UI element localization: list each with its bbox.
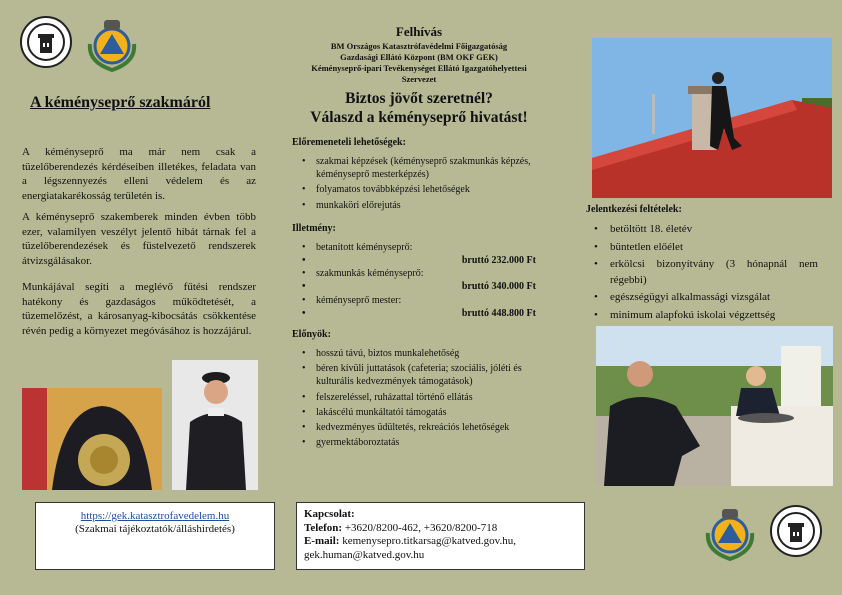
list-item: • szakmai képzések (kéményseprő szakmunkás képzés, kéményseprő mesterképzés) — [288, 155, 550, 181]
list-item: • lakáscélú munkáltatói támogatás — [288, 406, 550, 419]
salary-amount: • bruttó 448.800 Ft — [288, 307, 550, 320]
chimney-icon — [786, 520, 806, 542]
advancement-list — [288, 155, 550, 212]
list-item: • béren kívüli juttatások (cafeteria; szociális, jóléti és kulturális kedvezmények támogatások) — [288, 362, 550, 388]
list-item: • minimum alapfokú iskolai végzettség — [586, 308, 818, 324]
phone-label: Telefon: — [304, 521, 343, 534]
list-item: • betöltött 18. életév — [586, 222, 818, 238]
chimney-icon — [36, 31, 56, 53]
advancement-heading: Előremeneteli lehetőségek: — [292, 137, 406, 148]
website-link[interactable]: https://gek.katasztrofavedelem.hu — [80, 510, 230, 522]
org-line: Gazdasági Ellátó Központ (BM OKF GEK) — [340, 52, 498, 62]
salary-label: • betanított kéményseprő: — [288, 241, 550, 254]
list-item: • erkölcsi bizonyítvány (3 hónapnál nem régebbi) — [586, 257, 818, 288]
photo-sweep-portrait — [172, 360, 258, 490]
left-paragraph-3: Munkájával segíti a meglévő fűtési rendszer hatékony és gazdaságos működtetését, a tüzemelőzést, a károsanyag-kibocsátás csökkentése révén pedig a környezet megóvásához is hozzájárul. — [22, 281, 256, 337]
benefits-list — [288, 347, 550, 449]
salary-amount: • bruttó 340.000 Ft — [288, 280, 550, 293]
email-2[interactable]: gek.human@katved.gov.hu — [304, 548, 425, 561]
benefits-heading: Előnyök: — [292, 329, 331, 341]
chimney-sweep-seal-logo — [20, 16, 72, 68]
contact-phone-row — [304, 522, 577, 536]
contact-email-row — [304, 535, 577, 549]
list-item: • büntetlen előélet — [586, 240, 818, 256]
list-item: • felszereléssel, ruházattal történő ellátás — [288, 391, 550, 404]
left-title: A kéményseprő szakmáról — [30, 94, 211, 111]
salary-heading: Illetmény: — [292, 222, 336, 234]
requirements-section — [586, 204, 818, 323]
contact-heading: Kapcsolat: — [304, 508, 355, 520]
organisation-block — [288, 41, 550, 85]
phone-numbers: +3620/8200-462, +3620/8200-718 — [344, 521, 498, 534]
middle-column — [288, 24, 550, 449]
list-item: • gyermektáboroztatás — [288, 436, 550, 449]
website-note: (Szakmai tájékoztatók/álláshirdetés) — [75, 523, 235, 535]
org-line: Kéményseprő-ipari Tevékenységet Ellátó Igazgatóhelyettesi — [311, 63, 527, 73]
requirements-heading: Jelentkezési feltételek: — [586, 204, 682, 215]
photo-roof-chimney — [592, 38, 832, 198]
flyer-kicker: Felhívás — [395, 24, 443, 39]
salary-amount: • bruttó 232.000 Ft — [288, 254, 550, 267]
list-item: • folyamatos továbbképzési lehetőségek — [288, 183, 550, 196]
email-1[interactable]: kemenysepro.titkarsag@katved.gov.hu, — [342, 535, 516, 547]
contact-box — [296, 502, 585, 570]
salary-list — [288, 241, 550, 320]
salary-label: • szakmunkás kéményseprő: — [288, 267, 550, 280]
list-item: • hosszú távú, biztos munkalehetőség — [288, 347, 550, 360]
requirements-list — [586, 222, 818, 323]
photo-sweep-back — [22, 388, 162, 490]
disaster-management-emblem — [84, 14, 140, 72]
website-box — [35, 502, 275, 570]
headline-1: Biztos jövőt szeretnél? — [345, 90, 493, 107]
chimney-sweep-seal-logo-bottom — [770, 505, 822, 557]
disaster-management-emblem-bottom — [702, 503, 758, 561]
email-label: E-mail: — [304, 535, 340, 547]
photo-sweeps-outdoor — [596, 326, 833, 486]
org-line: BM Országos Katasztrófavédelmi Főigazgatóság — [330, 41, 508, 51]
headline-2: Válaszd a kéményseprő hivatást! — [310, 109, 528, 126]
org-line: Szervezet — [401, 74, 437, 84]
left-paragraph-1: A kéményseprő ma már nem csak a tüzelőberendezés kérdéseiben illetékes, feladata van a légszennyezés elleni védelem és az energiatakarékosság területén is. — [22, 146, 256, 202]
list-item: • egészségügyi alkalmassági vizsgálat — [586, 290, 818, 306]
left-paragraph-2: A kéményseprő szakemberek minden évben több ezer, valamilyen veszélyt jelentő hibát tárnak fel a tüzelőberendezések és füstelvezető rendszerek átvizsgálásakor. — [22, 211, 256, 267]
salary-label: • kéményseprő mester: — [288, 294, 550, 307]
list-item: • kedvezményes üdültetés, rekreációs lehetőségek — [288, 421, 550, 434]
list-item: • munkaköri előrejutás — [288, 199, 550, 212]
